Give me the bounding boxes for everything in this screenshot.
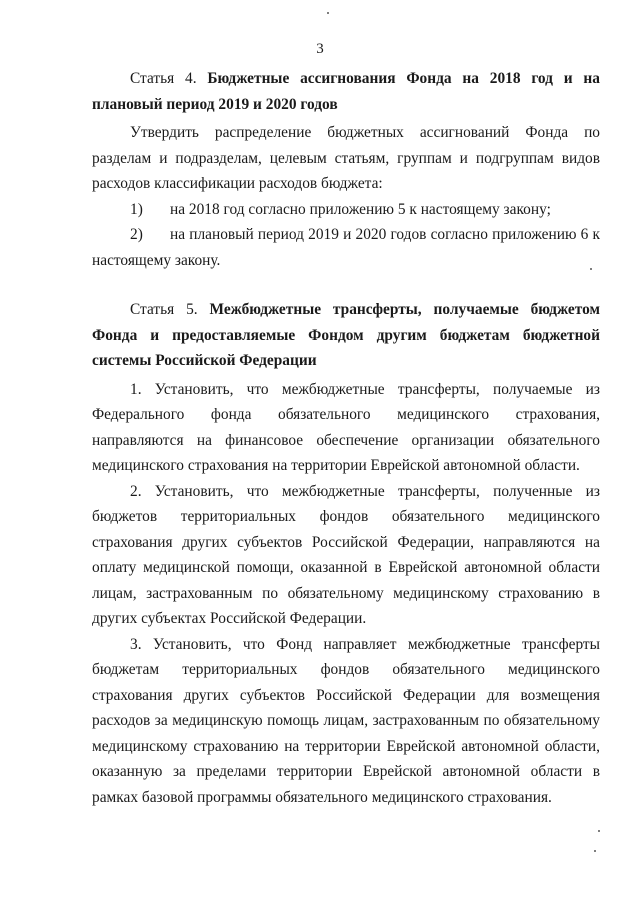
section-gap [92, 273, 600, 297]
article-4-item-1 [92, 197, 600, 223]
scan-speck [598, 830, 600, 832]
list-item-text: на 2018 год согласно приложению 5 к настоящему закону; [170, 200, 551, 218]
list-item-text: на плановый период 2019 и 2020 годов согласно приложению 6 к настоящему закону. [92, 226, 600, 269]
article-5-paragraph-1: 1. Установить, что межбюджетные трансферты, получаемые из Федерального фонда обязательного медицинского страхования, направляются на финансовое обеспечение организации обязательного медицинского страхования на территории Еврейской автономной области. [92, 380, 600, 474]
article-5-heading [92, 297, 600, 374]
list-item-number: 2) [130, 226, 143, 243]
article-5-paragraph-3: 3. Установить, что Фонд направляет межбюджетные трансферты бюджетам территориальных фондов обязательного медицинского страхования других субъектов Российской Федерации для возмещения расходов за медицинскую помощь лицам, застрахованным по обязательному медицинскому страхованию на территории Еврейской автономной области, оказанную за пределами территории Еврейской автономной области в рамках базовой программы обязательного медицинского страхования. [92, 635, 600, 806]
scan-speck [594, 850, 596, 852]
article-4-heading [92, 66, 600, 117]
article-4-item-2 [92, 222, 600, 273]
article-5-label: Статья 5. [130, 301, 198, 318]
scan-speck [327, 12, 329, 14]
article-5-paragraph-2: 2. Установить, что межбюджетные трансферты, полученные из бюджетов территориальных фондов обязательного медицинского страхования других субъектов Российской Федерации, направляются на оплату медицинской помощи, оказанной в Еврейской автономной области лицам, застрахованным по обязательному медицинскому страхованию в других субъектах Российской Федерации. [92, 482, 600, 627]
article-4-title: Бюджетные ассигнования Фонда на 2018 год и на плановый период 2019 и 2020 годов [92, 70, 600, 113]
article-4-label: Статья 4. [130, 70, 197, 87]
article-5-title: Межбюджетные трансферты, получаемые бюджетом Фонда и предоставляемые Фондом другим бюджетам бюджетной системы Российской Федерации [92, 301, 600, 369]
list-item-number: 1) [130, 200, 143, 218]
document-body [92, 66, 600, 810]
article-4-intro: Утвердить распределение бюджетных ассигнований Фонда по разделам и подразделам, целевым статьям, группам и подгруппам видов расходов классификации расходов бюджета: [92, 124, 600, 192]
page-number: 3 [316, 41, 324, 57]
